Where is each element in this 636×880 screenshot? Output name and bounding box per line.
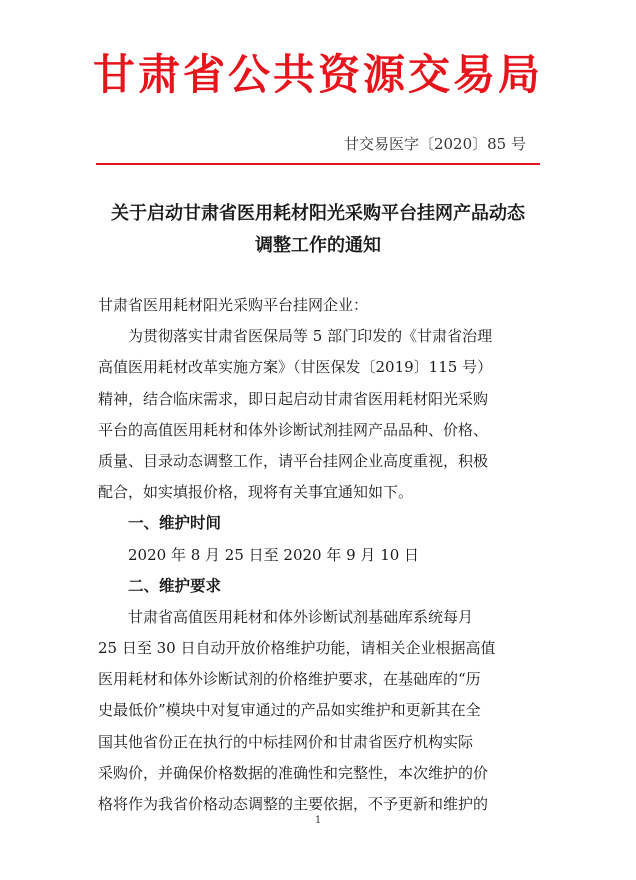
paragraph-line: 配合，如实填报价格，现将有关事宜通知如下。: [98, 483, 414, 502]
paragraph-line: 国其他省份正在执行的中标挂网价和甘肃省医疗机构实际: [98, 732, 474, 751]
paragraph-line: 史最低价”模块中对复审通过的产品如实维护和更新其在全: [98, 701, 481, 720]
document-number: 甘交易医字〔2020〕85 号: [343, 135, 526, 153]
document-title: [60, 198, 576, 262]
salutation: 甘肃省医用耗材阳光采购平台挂网企业：: [98, 296, 369, 314]
paragraph-line: 25 日至 30 日自动开放价格维护功能，请相关企业根据高值: [98, 639, 496, 658]
paragraph-line: 格将作为我省价格动态调整的主要依据，不予更新和维护的: [98, 795, 489, 813]
paragraph-line: 高值医用耗材改革实施方案》（甘医保发〔2019〕115 号）: [98, 358, 493, 377]
paragraph-line: 精神，结合临床需求，即日起启动甘肃省医用耗材阳光采购: [98, 389, 489, 408]
page-number: 1: [314, 815, 322, 826]
section-heading: 一、维护时间: [128, 514, 222, 533]
red-divider: [96, 163, 540, 165]
paragraph-line: 医用耗材和体外诊断试剂的价格维护要求，在基础库的“历: [98, 670, 481, 689]
paragraph-line: 甘肃省高值医用耗材和体外诊断试剂基础库系统每月: [128, 607, 474, 626]
document-title-line: 调整工作的通知: [255, 235, 381, 256]
paragraph-line: 2020 年 8 月 25 日至 2020 年 9 月 10 日: [128, 545, 420, 564]
paragraph-line: 为贯彻落实甘肃省医保局等 5 部门印发的《甘肃省治理: [128, 327, 493, 346]
document-title-line: 关于启动甘肃省医用耗材阳光采购平台挂网产品动态: [111, 203, 525, 224]
section-heading: 二、维护要求: [128, 576, 222, 595]
paragraph-line: 采购价，并确保价格数据的准确性和完整性，本次维护的价: [98, 763, 489, 782]
org-title: 甘肃省公共资源交易局: [92, 50, 543, 99]
paragraph-line: 质量、目录动态调整工作，请平台挂网企业高度重视，积极: [98, 451, 489, 470]
document-body: [98, 290, 540, 820]
paragraph-line: 平台的高值医用耗材和体外诊断试剂挂网产品品种、价格、: [98, 420, 489, 439]
